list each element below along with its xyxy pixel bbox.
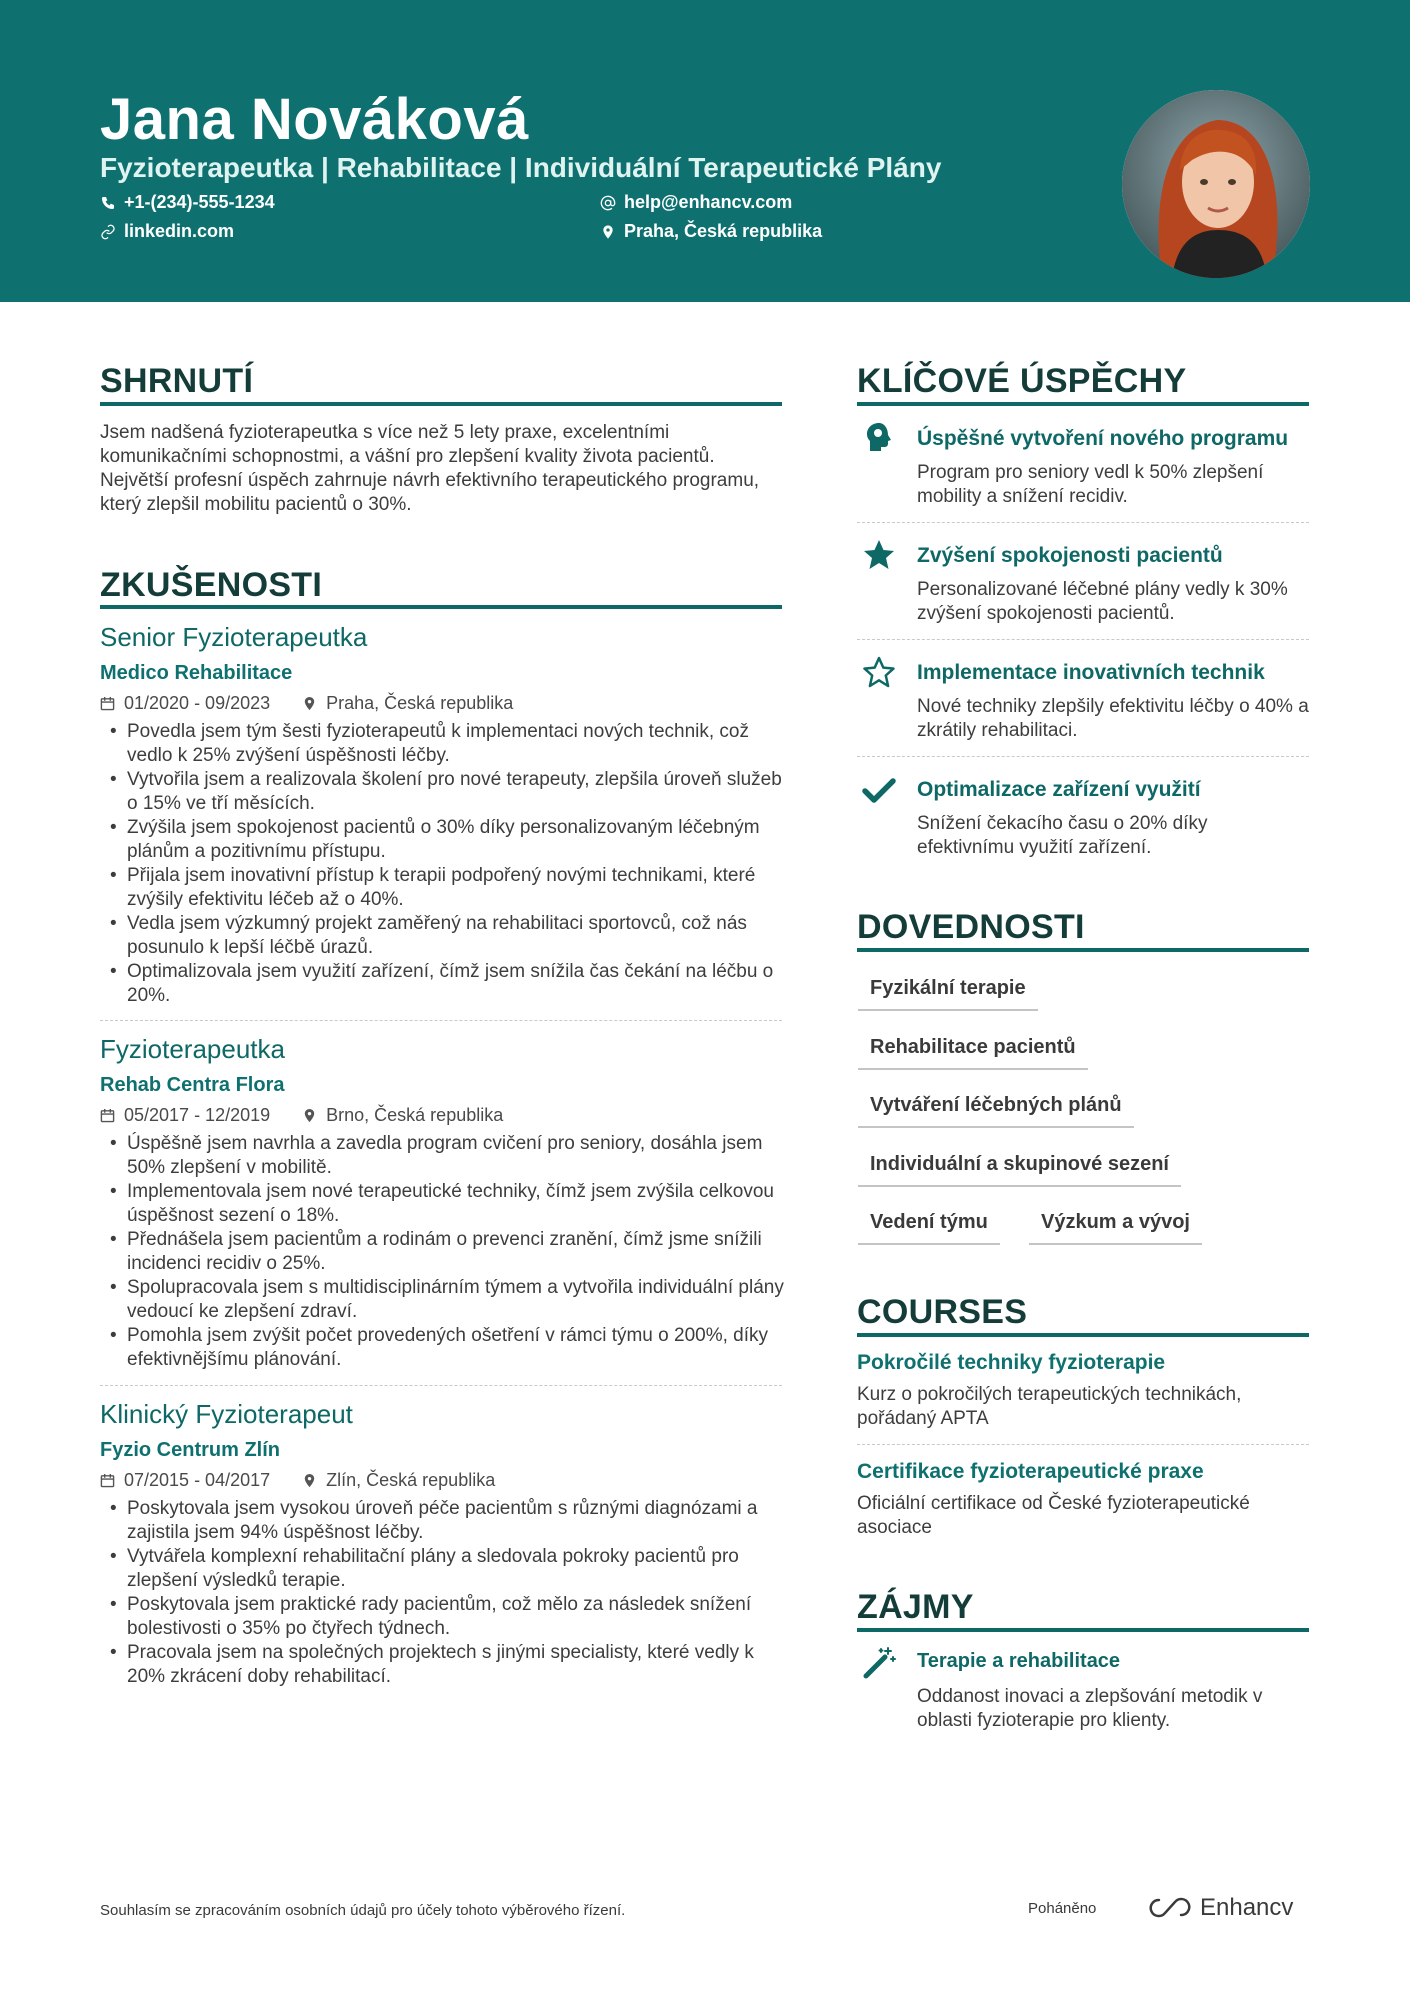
magic-wand-icon (861, 1645, 897, 1681)
skill-tag: Vedení týmu (858, 1211, 1000, 1245)
job-bullets (100, 720, 790, 1008)
job-location: Zlín, Česká republika (326, 1470, 496, 1490)
job-title: Klinický Fyzioterapeut (100, 1399, 353, 1429)
location-pin-icon (302, 1473, 317, 1488)
summary-text: Jsem nadšená fyzioterapeutka s více než 5 lety praxe, excelentními komunikačními schopnostmi, a vášní pro zlepšení kvality života pacientů. Největší profesní úspěch zahrnuje návrh efektivního terapeutického programu, který zlepšil mobilitu pacientů o 30%. (100, 422, 760, 515)
achievements-heading: KLÍČOVÉ ÚSPĚCHY (857, 362, 1187, 400)
location-text: Praha, Česká republika (624, 221, 823, 241)
job-bullet: • Pracovala jsem na společných projektech s jinými specialisty, které vedly k 20% zkrácení doby rehabilitací. (100, 1641, 790, 1689)
courses-heading: COURSES (857, 1293, 1028, 1331)
job-bullet: • Poskytovala jsem praktické rady pacientům, což mělo za následek snížení bolestivosti o 35% po čtyřech týdnech. (100, 1593, 790, 1641)
skill-tag: Vytváření léčebných plánů (858, 1094, 1134, 1128)
course-title: Pokročilé techniky fyzioterapie (857, 1351, 1166, 1374)
job-dates: 01/2020 - 09/2023 (124, 693, 271, 713)
checkmark-icon (861, 772, 897, 808)
company-name: Medico Rehabilitace (100, 662, 293, 684)
phone-contact[interactable] (100, 192, 275, 213)
interests-heading: ZÁJMY (857, 1588, 974, 1626)
job-bullet: • Spolupracovala jsem s multidisciplinárním týmem a vytvořila individuální plány vedoucí ke zlepšení zdraví. (100, 1276, 790, 1324)
job-bullet: • Zvýšila jsem spokojenost pacientů o 30% díky personalizovaným léčebným plánům a pozitivnímu přístupu. (100, 816, 790, 864)
calendar-icon (100, 1108, 115, 1123)
job-title: Senior Fyzioterapeutka (100, 622, 368, 652)
divider (857, 756, 1309, 757)
divider (857, 639, 1309, 640)
achievement-title: Implementace inovativních technik (917, 661, 1265, 684)
candidate-title: Fyzioterapeutka | Rehabilitace | Individuální Terapeutické Plány (100, 152, 942, 183)
enhancv-logo-icon (1148, 1897, 1192, 1919)
job-bullet: • Poskytovala jsem vysokou úroveň péče pacientům s různými diagnózami a zajistila jsem 94% úspěšnost léčby. (100, 1497, 790, 1545)
link-icon (100, 224, 116, 240)
achievement-desc: Nové techniky zlepšily efektivitu léčby o 40% a zkrátily rehabilitaci. (917, 696, 1309, 741)
job-bullet: • Vedla jsem výzkumný projekt zaměřený na rehabilitaci sportovců, což nás posunulo k lepší léčbě úrazů. (100, 912, 790, 960)
job-title: Fyzioterapeutka (100, 1034, 285, 1064)
star-outline-icon (861, 654, 897, 690)
location-pin-icon (302, 1108, 317, 1123)
achievement-title: Úspěšné vytvoření nového programu (917, 427, 1289, 450)
achievement-desc: Personalizované léčebné plány vedly k 30% zvýšení spokojenosti pacientů. (917, 579, 1288, 624)
job-bullet: • Pomohla jsem zvýšit počet provedených ošetření v rámci týmu o 200%, díky efektivnějšímu plánování. (100, 1324, 790, 1372)
interests-rule (857, 1628, 1309, 1632)
skill-tag: Individuální a skupinové sezení (858, 1153, 1181, 1187)
experience-heading: ZKUŠENOSTI (100, 566, 323, 604)
course-desc: Kurz o pokročilých terapeutických technikách, pořádaný APTA (857, 1384, 1242, 1429)
powered-by-label: Poháněno (1028, 1900, 1097, 1917)
consent-text: Souhlasím se zpracováním osobních údajů pro účely tohoto výběrového řízení. (100, 1902, 626, 1919)
profile-photo (1122, 90, 1310, 278)
divider (100, 1385, 782, 1386)
phone-icon (100, 195, 116, 211)
location-contact (600, 221, 822, 242)
email-contact[interactable] (600, 192, 792, 213)
job-bullet: • Přednášela jsem pacientům a rodinám o prevenci zranění, čímž jsme snížili incidenci recidiv o 25%. (100, 1228, 790, 1276)
divider (857, 522, 1309, 523)
job-bullet: • Vytvořila jsem a realizovala školení pro nové terapeuty, zlepšila úroveň služeb o 15% ve tří měsících. (100, 768, 790, 816)
skill-tag: Fyzikální terapie (858, 977, 1038, 1011)
summary-heading: SHRNUTÍ (100, 362, 254, 400)
enhancv-logo[interactable] (1148, 1894, 1293, 1922)
company-name: Rehab Centra Flora (100, 1074, 285, 1096)
skill-tag: Výzkum a vývoj (1029, 1211, 1202, 1245)
job-dates: 07/2015 - 04/2017 (124, 1470, 271, 1490)
divider (857, 1444, 1309, 1445)
at-icon (600, 195, 616, 211)
interest-title: Terapie a rehabilitace (917, 1650, 1121, 1672)
star-filled-icon (861, 537, 897, 573)
achievement-desc: Snížení čekacího času o 20% díky efektivnímu využití zařízení. (917, 813, 1208, 858)
achievement-desc: Program pro seniory vedl k 50% zlepšení mobility a snížení recidiv. (917, 462, 1264, 507)
course-title: Certifikace fyzioterapeutické praxe (857, 1460, 1204, 1483)
calendar-icon (100, 1473, 115, 1488)
job-bullets (100, 1132, 790, 1372)
job-bullets (100, 1497, 790, 1689)
job-meta (100, 693, 513, 714)
location-pin-icon (600, 224, 616, 240)
job-location: Praha, Česká republika (326, 693, 514, 713)
experience-rule (100, 605, 782, 609)
job-dates: 05/2017 - 12/2019 (124, 1105, 271, 1125)
calendar-icon (100, 696, 115, 711)
summary-rule (100, 402, 782, 406)
linkedin-contact[interactable] (100, 221, 234, 242)
job-meta (100, 1105, 503, 1126)
location-pin-icon (302, 696, 317, 711)
interest-desc: Oddanost inovaci a zlepšování metodik v oblasti fyzioterapie pro klienty. (917, 1686, 1263, 1731)
email-text: help@enhancv.com (624, 192, 793, 212)
linkedin-text: linkedin.com (124, 221, 235, 241)
achievements-rule (857, 402, 1309, 406)
achievement-title: Zvýšení spokojenosti pacientů (917, 544, 1223, 567)
skills-rule (857, 948, 1309, 952)
job-bullet: • Úspěšně jsem navrhla a zavedla program cvičení pro seniory, dosáhla jsem 50% zlepšení v mobilitě. (100, 1132, 790, 1180)
job-meta (100, 1470, 495, 1491)
job-bullet: • Optimalizovala jsem využití zařízení, čímž jsem snížila čas čekání na léčbu o 20%. (100, 960, 790, 1008)
course-desc: Oficiální certifikace od České fyzioterapeutické asociace (857, 1493, 1250, 1538)
company-name: Fyzio Centrum Zlín (100, 1439, 280, 1461)
divider (100, 1020, 782, 1021)
skill-tag: Rehabilitace pacientů (858, 1036, 1088, 1070)
header (0, 0, 1410, 302)
achievement-title: Optimalizace zařízení využití (917, 778, 1201, 801)
candidate-name: Jana Nováková (100, 87, 529, 152)
courses-rule (857, 1333, 1309, 1337)
job-bullet: • Přijala jsem inovativní přístup k terapii podpořený novými technikami, které zvýšily efektivitu léčeb až o 40%. (100, 864, 790, 912)
job-bullet: • Povedla jsem tým šesti fyzioterapeutů k implementaci nových technik, což vedlo k 25% zvýšení úspěšnosti léčby. (100, 720, 790, 768)
job-bullet: • Vytvářela komplexní rehabilitační plány a sledovala pokroky pacientů pro zlepšení výsledků terapie. (100, 1545, 790, 1593)
phone-text: +1-(234)-555-1234 (124, 192, 275, 212)
enhancv-logo-text: Enhancv (1200, 1894, 1294, 1921)
job-location: Brno, Česká republika (326, 1105, 504, 1125)
skills-heading: DOVEDNOSTI (857, 908, 1085, 946)
head-icon (861, 420, 897, 456)
job-bullet: • Implementovala jsem nové terapeutické techniky, čímž jsem zvýšila celkovou úspěšnost sezení o 18%. (100, 1180, 790, 1228)
